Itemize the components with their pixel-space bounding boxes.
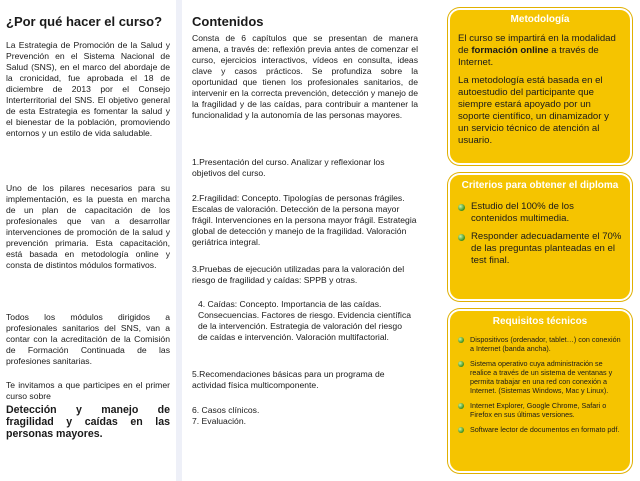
why-paragraph-2: Uno de los pilares necesarios para su implementación, es la puesta en marcha de un plan de capacitación de los profesionales que van a desarrollar intervenciones de promoción de la salud y prevención primaria. Esta capacitación, está basada en metodología online y consta de distintos módulos formativos. [6, 183, 170, 270]
bullet-icon [458, 427, 464, 433]
requirement-item-text: Dispositivos (ordenador, tablet…) con conexión a Internet (banda ancha). [470, 335, 621, 353]
why-course-title: ¿Por qué hacer el curso? [6, 14, 163, 29]
column-contents [188, 0, 426, 481]
requirement-item [458, 401, 622, 419]
criteria-item [458, 231, 622, 267]
column-info-cards [430, 0, 640, 481]
methodology-text: El curso se impartirá en la modalidad de [458, 33, 616, 56]
column-divider [176, 0, 182, 481]
bullet-icon [458, 204, 465, 211]
requirement-item [458, 335, 622, 353]
methodology-bold: formación online [471, 45, 549, 56]
contents-item: 4. Caídas: Concepto. Importancia de las caídas. Consecuencias. Factores de riesgo. Evidencia científica de la intervención. Estrategia de valoración del riesgo de caídas e intervención. Valoración multifactorial. [198, 299, 412, 342]
bullet-icon [458, 403, 464, 409]
criteria-card [448, 173, 632, 301]
course-name-bold: Detección y manejo de fragilidad y caídas en las personas mayores. [6, 404, 170, 440]
methodology-text: a través de Internet. [458, 45, 599, 68]
why-paragraph-4: Te invitamos a que participes en el primer curso sobre [6, 380, 170, 401]
methodology-paragraph-1 [458, 33, 622, 69]
requirement-item-text: Software lector de documentos en formato pdf. [470, 425, 620, 434]
criteria-title: Criterios para obtener el diploma [461, 180, 619, 191]
requirement-item-text: Internet Explorer, Google Chrome, Safari o Firefox en sus últimas versiones. [470, 401, 607, 419]
why-paragraph-1: La Estrategia de Promoción de la Salud y Prevención en el Sistema Nacional de Salud (SNS), en el marco del abordaje de la cronicidad, fue aprobada el 18 de diciembre de 2013 por el Consejo Interterritorial del SNS. El objetivo general de esta Estrategia es fomentar la salud y el bienestar de la población, promoviendo entornos y un estilo de vida saludable. [6, 40, 170, 138]
requirement-item [458, 425, 622, 434]
contents-item: 3.Pruebas de ejecución utilizadas para la valoración del riesgo de fragilidad y caídas: SPPB y otras. [192, 264, 405, 285]
contents-item: 6. Casos clínicos. [192, 405, 260, 415]
contents-item: 7. Evaluación. [192, 416, 246, 426]
bullet-icon [458, 361, 464, 367]
methodology-card [448, 8, 632, 165]
contents-item: 5.Recomendaciones básicas para un programa de actividad física multicomponente. [192, 369, 385, 390]
why-paragraph-3: Todos los módulos dirigidos a profesionales sanitarios del SNS, van a contar con la acreditación de la Comisión de Formación Continuada de las profesiones sanitarias. [6, 312, 170, 366]
requirement-item-text: Sistema operativo cuya administración se realice a través de un sistema de ventanas y permita trabajar en una red con conexión a Internet. (Sistemas Windows, Mac y Linux). [470, 359, 613, 395]
bullet-icon [458, 337, 464, 343]
requirement-item [458, 359, 622, 395]
contents-intro: Consta de 6 capítulos que se presentan de manera amena, a través de: reflexión previa antes de comenzar el curso, ejercicios interactivos, vídeos en consulta, ideas clave y casos prácticos. Se profundiza sobre la oportunidad que tienen los profesionales sanitarios, de intervenir en la correcta prevención, detección y manejo de la fragilidad y de las caídas, para contribuir a mantener la funcionalidad y la autonomía de las personas mayores. [192, 33, 418, 120]
column-why-course [0, 0, 182, 481]
contents-item: 1.Presentación del curso. Analizar y reflexionar los objetivos del curso. [192, 157, 385, 178]
bullet-icon [458, 234, 465, 241]
methodology-title: Metodología [510, 14, 570, 25]
contents-item: 2.Fragilidad: Concepto. Tipologías de personas frágiles. Escalas de valoración. Detección de la persona mayor frágil. Intervenciones en la persona mayor frágil. Estrategia global de detección y manejo de la fragilidad. Valoración geriátrica integral. [192, 193, 417, 247]
requirements-title: Requisitos técnicos [492, 316, 588, 327]
criteria-item-text: Responder adecuadamente el 70% de las preguntas planteadas en el test final. [471, 231, 622, 266]
contents-title: Contenidos [192, 14, 264, 29]
methodology-paragraph-2: La metodología está basada en el autoestudio del participante que siempre estará apoyado por un soporte científico, un dinamizador y un servicio técnico de atención al usuario. [458, 75, 609, 146]
technical-requirements-card [448, 309, 632, 473]
criteria-item-text: Estudio del 100% de los contenidos multimedia. [471, 201, 574, 224]
criteria-item [458, 201, 622, 225]
